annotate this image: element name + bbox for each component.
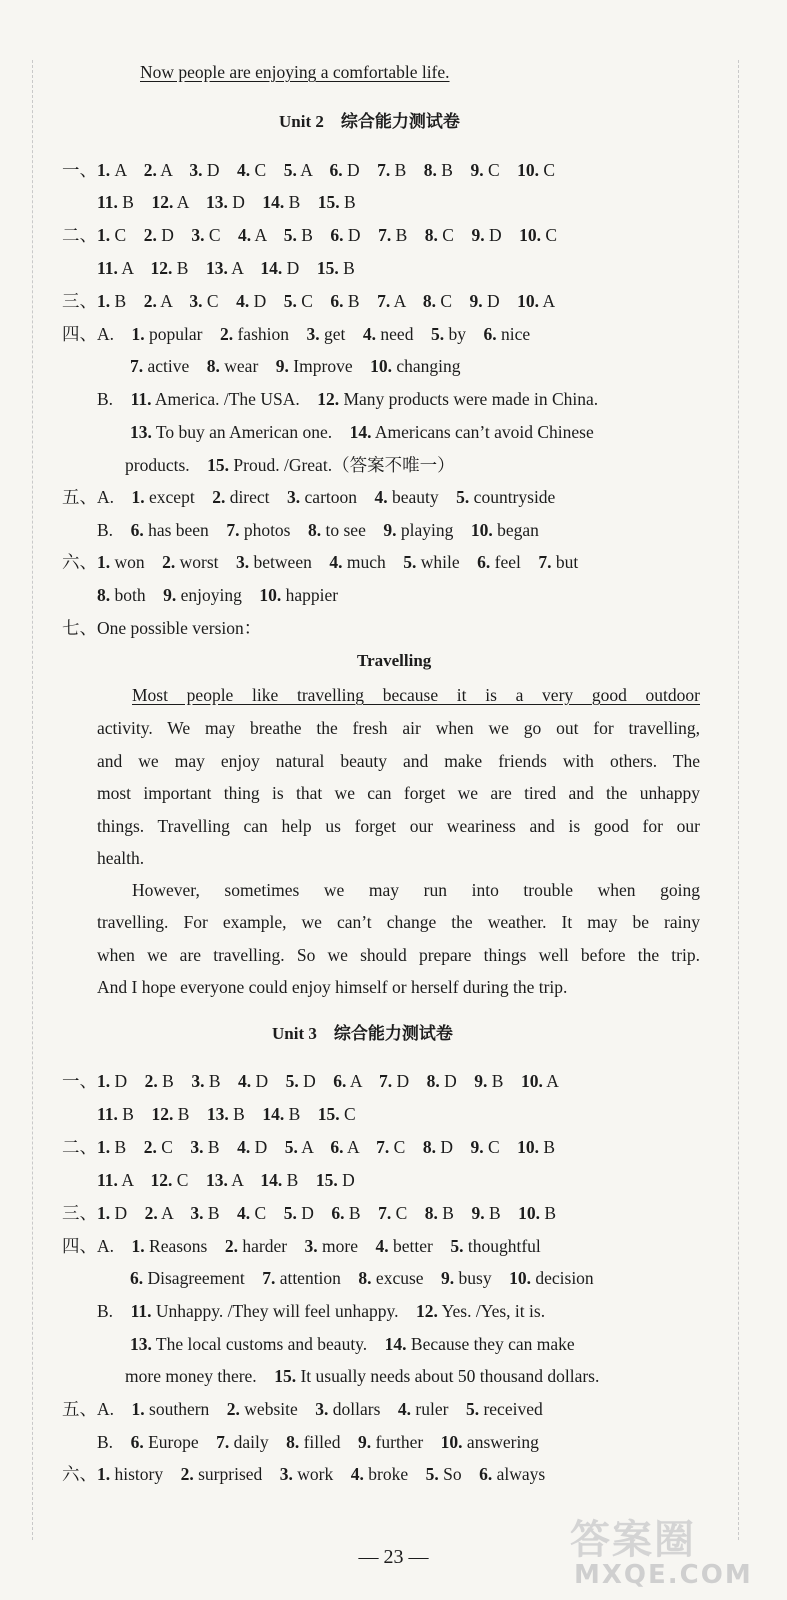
answer-line: 三、1. B 2. A 3. C 4. D 5. C 6. B 7. A 8. C 9. D 10. A: [62, 291, 556, 311]
answer-line: 13. To buy an American one. 14. Americans can’t avoid Chinese: [130, 422, 594, 442]
page-number: — 23 —: [358, 1546, 429, 1568]
answer-line: 13. The local customs and beauty. 14. Because they can make: [130, 1334, 575, 1354]
unit2-heading: Unit 2 综合能力测试卷: [279, 112, 460, 131]
top-line: Now people are enjoying a comfortable life.: [140, 62, 450, 82]
watermark-logo-text: 答案圈: [570, 1517, 696, 1563]
answer-line: 五、A. 1. except 2. direct 3. cartoon 4. beauty 5. countryside: [62, 487, 556, 507]
answer-line: 二、1. C 2. D 3. C 4. A 5. B 6. D 7. B 8. C 9. D 10. C: [62, 225, 558, 245]
essay-line: Most people like travelling because it is a very good outdoor: [132, 685, 700, 705]
answer-line: B. 6. Europe 7. daily 8. filled 9. further 10. answering: [97, 1432, 539, 1452]
answer-line: 8. both 9. enjoying 10. happier: [97, 585, 339, 605]
answer-line: 六、1. history 2. surprised 3. work 4. broke 5. So 6. always: [62, 1464, 546, 1484]
answer-line: products. 15. Proud. /Great.（答案不唯一）: [125, 455, 455, 475]
answer-line: more money there. 15. It usually needs about 50 thousand dollars.: [125, 1366, 600, 1386]
answer-line: 11. A 12. B 13. A 14. D 15. B: [97, 258, 355, 278]
answer-line: 11. B 12. A 13. D 14. B 15. B: [97, 192, 356, 212]
answer-line: 一、1. D 2. B 3. B 4. D 5. D 6. A 7. D 8. D 9. B 10. A: [62, 1071, 559, 1091]
answer-line: B. 11. Unhappy. /They will feel unhappy. 12. Yes. /Yes, it is.: [97, 1301, 546, 1321]
essay-line: most important thing is that we can forget we are tired and the unhappy: [97, 783, 700, 803]
answer-line: 四、A. 1. Reasons 2. harder 3. more 4. better 5. thoughtful: [62, 1236, 541, 1256]
answer-line: 五、A. 1. southern 2. website 3. dollars 4. ruler 5. received: [62, 1399, 543, 1419]
right-margin-rule: [738, 60, 739, 1540]
left-margin-rule: [32, 60, 33, 1540]
unit3-heading: Unit 3 综合能力测试卷: [272, 1024, 453, 1043]
answer-line: 6. Disagreement 7. attention 8. excuse 9. busy 10. decision: [130, 1268, 594, 1288]
answer-line: 四、A. 1. popular 2. fashion 3. get 4. need 5. by 6. nice: [62, 324, 531, 344]
answer-line: B. 6. has been 7. photos 8. to see 9. playing 10. began: [97, 520, 539, 540]
essay-line: things. Travelling can help us forget our weariness and is good for our: [97, 816, 700, 836]
essay-line: And I hope everyone could enjoy himself or herself during the trip.: [97, 977, 568, 997]
answer-line: 七、One possible version：: [62, 618, 262, 638]
essay-title: Travelling: [357, 651, 432, 670]
answer-line: 一、1. A 2. A 3. D 4. C 5. A 6. D 7. B 8. B 9. C 10. C: [62, 160, 556, 180]
answer-line: 11. A 12. C 13. A 14. B 15. D: [97, 1170, 355, 1190]
watermark-url: MXQE.COM: [574, 1560, 753, 1590]
answer-line: B. 11. America. /The USA. 12. Many products were made in China.: [97, 389, 599, 409]
answer-line: 三、1. D 2. A 3. B 4. C 5. D 6. B 7. C 8. B 9. B 10. B: [62, 1203, 557, 1223]
essay-line: However, sometimes we may run into trouble when going: [132, 880, 700, 900]
essay-line: when we are travelling. So we should prepare things well before the trip.: [97, 945, 700, 965]
answer-line: 11. B 12. B 13. B 14. B 15. C: [97, 1104, 356, 1124]
answer-line: 7. active 8. wear 9. Improve 10. changing: [130, 356, 461, 376]
answer-line: 六、1. won 2. worst 3. between 4. much 5. while 6. feel 7. but: [62, 552, 579, 572]
essay-line: activity. We may breathe the fresh air when we go out for travelling,: [97, 718, 700, 738]
essay-line: and we may enjoy natural beauty and make friends with others. The: [97, 751, 700, 771]
essay-line: health.: [97, 848, 145, 868]
site-watermark: [560, 1508, 775, 1594]
answer-line: 二、1. B 2. C 3. B 4. D 5. A 6. A 7. C 8. D 9. C 10. B: [62, 1137, 556, 1157]
essay-line: travelling. For example, we can’t change the weather. It may be rainy: [97, 912, 700, 932]
